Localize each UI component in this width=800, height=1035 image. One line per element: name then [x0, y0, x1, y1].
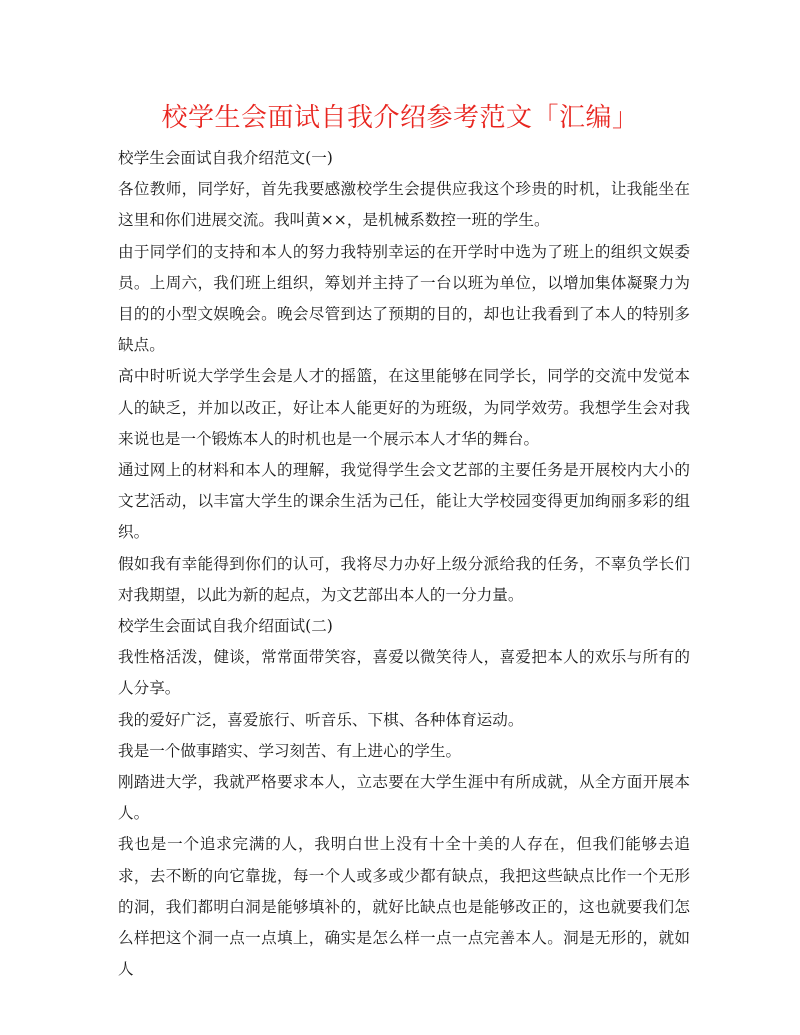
- paragraph: 假如我有幸能得到你们的认可，我将尽力办好上级分派给我的任务，不辜负学长们对我期望，以此为新的起点，为文艺部出本人的一分力量。: [118, 554, 690, 604]
- paragraph: 各位教师，同学好，首先我要感激校学生会提供应我这个珍贵的时机，让我能坐在这里和你们进展交流。我叫黄××，是机械系数控一班的学生。: [118, 180, 690, 230]
- section-heading-2: 校学生会面试自我介绍面试(二): [118, 617, 333, 636]
- section-heading-1: 校学生会面试自我介绍范文(一): [118, 149, 333, 167]
- paragraph: 高中时听说大学学生会是人才的摇篮，在这里能够在同学长，同学的交流中发觉本人的缺乏，并加以改正，好让本人能更好的为班级，为同学效劳。我想学生会对我来说也是一个锻炼本人的时机也是一个展示本人才华的舞台。: [118, 367, 690, 448]
- paragraph: 我是一个做事踏实、学习刻苦、有上进心的学生。: [118, 741, 462, 760]
- paragraph: 我性格活泼，健谈，常常面带笑容，喜爱以微笑待人，喜爱把本人的欢乐与所有的人分享。: [118, 648, 690, 698]
- paragraph: 通过网上的材料和本人的理解，我觉得学生会文艺部的主要任务是开展校内大小的文艺活动，以丰富大学生的课余生活为己任，能让大学校园变得更加绚丽多彩的组织。: [118, 461, 690, 542]
- paragraph: 我的爱好广泛，喜爱旅行、听音乐、下棋、各种体育运动。: [118, 710, 524, 729]
- paragraph: 我也是一个追求完满的人，我明白世上没有十全十美的人存在，但我们能够去追求，去不断的向它靠拢，每一个人或多或少都有缺点，我把这些缺点比作一个无形的洞，我们都明白洞是能够填补的，就好比缺点也是能够改正的，这也就要我们怎么样把这个洞一点一点填上，确实是怎么样一点一点完善本人。洞是无形的，就如人: [118, 835, 690, 979]
- document-body: [118, 143, 690, 985]
- paragraph: 刚踏进大学，我就严格要求本人，立志要在大学生涯中有所成就，从全方面开展本人。: [118, 773, 690, 823]
- document-title: 校学生会面试自我介绍参考范文「汇编」: [161, 103, 639, 133]
- paragraph: 由于同学们的支持和本人的努力我特别幸运的在开学时中选为了班上的组织文娱委员。上周六，我们班上组织，筹划并主持了一台以班为单位，以增加集体凝聚力为目的的小型文娱晚会。晚会尽管到达了预期的目的，却也让我看到了本人的特别多缺点。: [118, 242, 690, 355]
